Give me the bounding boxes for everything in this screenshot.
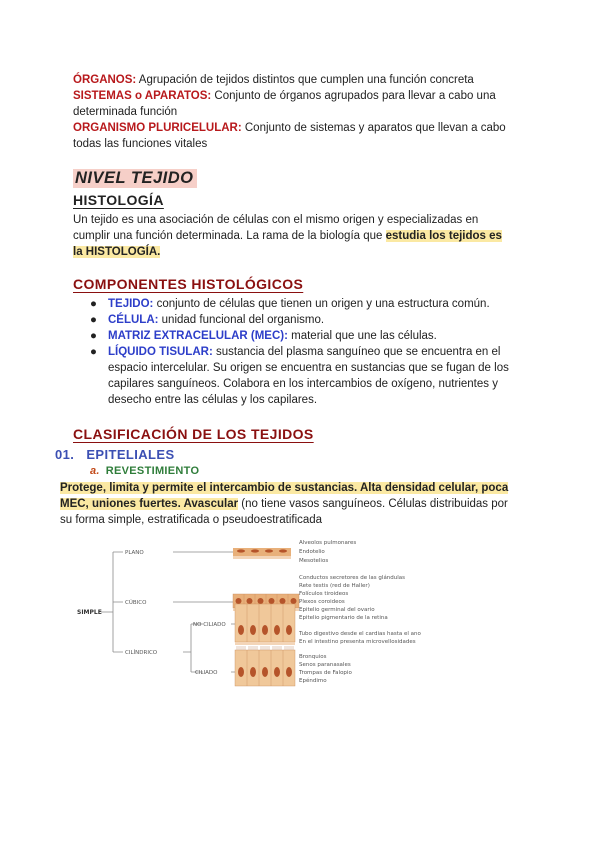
example-text: Conductos secretores de las glándulas (299, 575, 406, 581)
section-label: EPITELIALES (86, 447, 175, 462)
histologia-heading: HISTOLOGÍA (73, 192, 164, 208)
branch-plano: PLANO (125, 550, 144, 556)
definition-text: todas las funciones vitales (73, 138, 208, 150)
list-item-text: conjunto de células que tienen un origen y una estructura común. (153, 298, 490, 310)
definition-organismo-cont (73, 136, 523, 152)
revestimiento-text: su forma simple, estratificada o pseudoestratificada (60, 514, 323, 526)
example-text: Epitelio pigmentario de la retina (299, 615, 388, 621)
example-text: Trompas de Falopio (299, 670, 352, 676)
example-text: Tubo digestivo desde el cardias hasta el ano (299, 631, 421, 637)
list-item-text: espacio intercelular. Su origen se encuentra en sustancias que se fugan de los (108, 362, 509, 374)
branch-ciliado: CILIADO (195, 670, 218, 676)
example-text: En el intestino presenta microvellosidades (299, 639, 416, 645)
definition-sistemas-cont (73, 104, 523, 120)
subsection-letter: a. (90, 465, 100, 477)
no-ciliado-epithelium-illustration (235, 604, 295, 645)
example-text: Mesotelios (299, 558, 329, 564)
section-epiteliales (55, 447, 175, 462)
definition-sistemas (73, 88, 523, 104)
example-text: Plexos coroideos (299, 599, 345, 605)
ciliado-epithelium-illustration (235, 646, 295, 686)
list-item-text: capilares sanguíneos. Colabora en los intercambios de oxígeno, nutrientes y (108, 378, 498, 390)
bullet-icon: ● (90, 346, 97, 358)
example-text: Folículos tiroideos (299, 591, 349, 597)
branch-cubico: CÚBICO (125, 600, 147, 606)
definition-text: Agrupación de tejidos distintos que cumplen una función concreta (136, 74, 474, 86)
histologia-line-3 (73, 244, 523, 260)
branch-no-ciliado: NO CILIADO (193, 622, 226, 628)
example-text: Epitelio germinal del ovario (299, 607, 375, 613)
componentes-heading: COMPONENTES HISTOLÓGICOS (73, 276, 304, 292)
list-item-text: desecho entre las células y los capilares. (108, 394, 318, 406)
definition-text: Conjunto de órganos agrupados para llevar a cabo una (211, 90, 496, 102)
list-item-term: CÉLULA: (108, 314, 159, 326)
revestimiento-line-2 (60, 496, 530, 512)
section-title: NIVEL TEJIDO (73, 169, 197, 188)
epithelium-classification-figure (73, 532, 523, 690)
bullet-icon: ● (90, 314, 97, 326)
bullet-icon: ● (90, 330, 97, 342)
list-item-term: MATRIZ EXTRACELULAR (MEC): (108, 330, 288, 342)
branch-cilindrico: CILÍNDRICO (125, 650, 158, 656)
histologia-line-2 (73, 228, 523, 244)
histologia-text: Un tejido es una asociación de células con el mismo origen y especializadas en (73, 214, 479, 226)
definition-text: determinada función (73, 106, 178, 118)
no-ciliado-examples (298, 631, 422, 645)
revestimiento-text: (no tiene vasos sanguíneos. Células distribuidas por (238, 498, 508, 510)
revestimiento-highlight: MEC, uniones fuertes. Avascular (60, 498, 239, 510)
list-item-text: sustancia del plasma sanguíneo que se encuentra en el (212, 346, 501, 358)
histologia-text: cumplir una función determinada. La rama de la biología que (73, 230, 386, 242)
definition-term: ORGANISMO PLURICELULAR: (73, 122, 242, 134)
subsection-label: REVESTIMIENTO (105, 465, 200, 477)
revestimiento-line-3 (60, 512, 530, 528)
list-item-text: material que une las células. (287, 330, 437, 342)
definition-organismo (73, 120, 523, 136)
histologia-highlight: estudia los tejidos es (385, 230, 502, 242)
plano-epithelium-illustration (233, 548, 291, 559)
section-number: 01. (55, 447, 75, 462)
root-label: SIMPLE (77, 609, 102, 616)
definition-term: SISTEMAS o APARATOS: (73, 90, 212, 102)
revestimiento-highlight: Protege, limita y permite el intercambio de sustancias. Alta densidad celular, poca (60, 482, 509, 494)
definition-term: ÓRGANOS: (73, 74, 137, 86)
definition-text: Conjunto de sistemas y aparatos que llevan a cabo (241, 122, 506, 134)
example-text: Alveolos pulmonares (299, 540, 357, 546)
tree-lines (101, 552, 235, 672)
example-text: Bronquios (299, 654, 327, 660)
example-text: Epéndimo (299, 678, 327, 684)
list-item-term: LÍQUIDO TISULAR: (108, 346, 213, 358)
list-item-text: unidad funcional del organismo. (158, 314, 325, 326)
histologia-highlight: la HISTOLOGÍA. (73, 246, 161, 258)
clasificacion-heading: CLASIFICACIÓN DE LOS TEJIDOS (73, 426, 314, 442)
revestimiento-line-1 (60, 480, 530, 496)
bullet-icon: ● (90, 298, 97, 310)
example-text: Endotelio (299, 549, 325, 555)
histologia-line-1 (73, 212, 523, 228)
ciliado-examples (298, 654, 352, 684)
example-text: Senos paranasales (299, 662, 351, 668)
list-item-term: TEJIDO: (108, 298, 154, 310)
definition-organos (73, 72, 523, 88)
example-text: Rete testis (red de Haller) (299, 583, 370, 589)
cubico-examples (299, 574, 405, 621)
plano-examples (299, 540, 356, 564)
subsection-revestimiento (90, 465, 199, 477)
